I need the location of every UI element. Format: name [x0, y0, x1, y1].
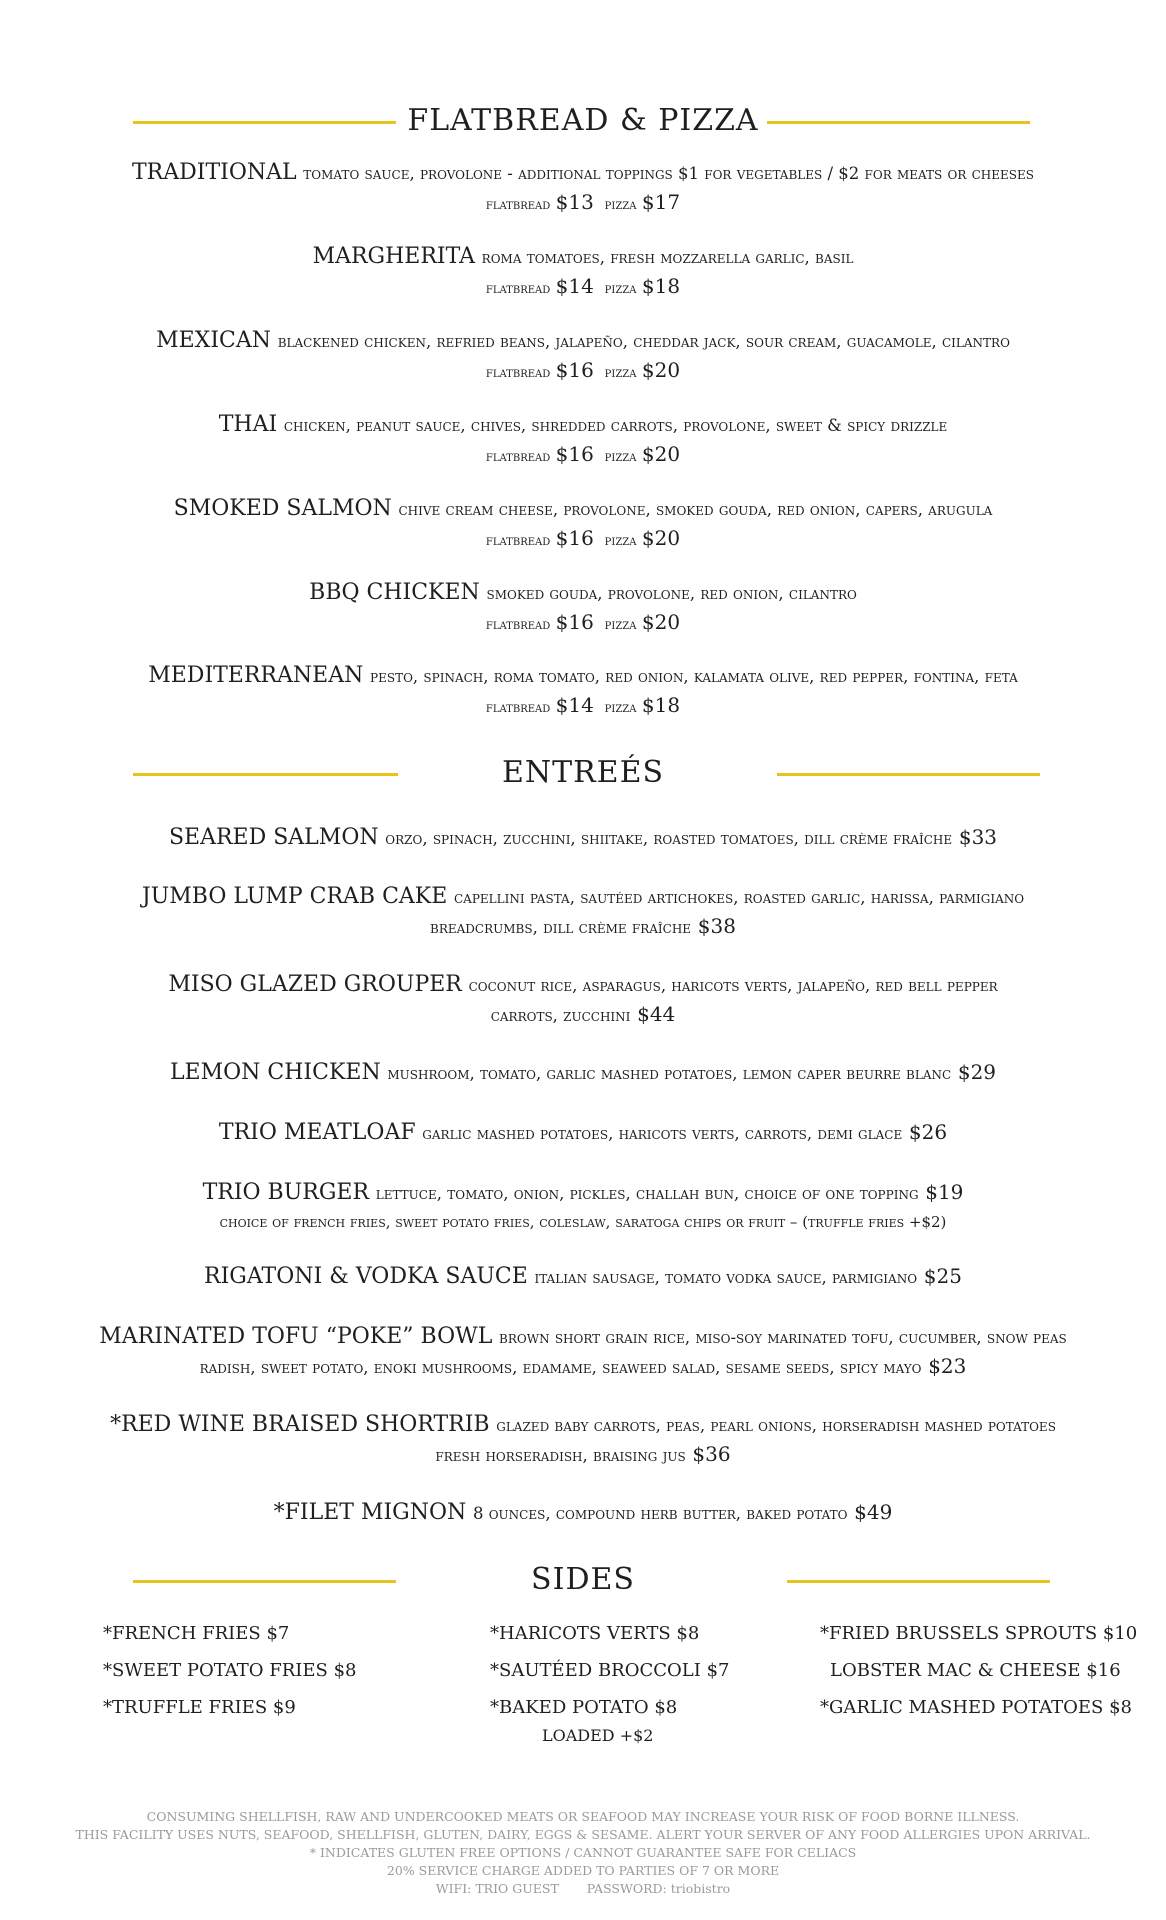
pizza-label: pizza	[604, 449, 637, 465]
pizza-label: pizza	[604, 617, 637, 633]
side-item: *TRUFFLE FRIES $9	[103, 1697, 296, 1718]
item-name: THAI	[218, 412, 278, 437]
wifi-network: WIFI: TRIO GUEST	[435, 1881, 559, 1896]
item-description: 8 ounces, compound herb butter, baked potato	[472, 1504, 848, 1523]
side-item: *FRIED BRUSSELS SPROUTS $10	[820, 1623, 1138, 1644]
footer-line: * INDICATES GLUTEN FREE OPTIONS / CANNOT GUARANTEE SAFE FOR CELIACS	[309, 1845, 857, 1860]
menu-item-flatbread	[40, 410, 1126, 471]
wifi-password	[587, 1881, 730, 1896]
section-title: FLATBREAD & PIZZA	[407, 103, 759, 138]
flatbread-price: $14	[555, 693, 594, 717]
item-line	[40, 823, 1126, 853]
item-price: $49	[854, 1500, 893, 1524]
item-price: $36	[692, 1442, 731, 1466]
item-name: TRIO MEATLOAF	[218, 1120, 416, 1145]
item-line	[40, 1058, 1126, 1088]
pizza-price: $18	[641, 693, 681, 717]
side-item: *BAKED POTATO $8	[490, 1697, 678, 1718]
item-price: $25	[923, 1264, 962, 1288]
item-prices	[40, 356, 1126, 387]
side-note: LOADED +$2	[542, 1726, 654, 1745]
item-description: tomato sauce, provolone - additional toppings $1 for vegetables / $2 for meats or cheeses	[303, 164, 1034, 183]
item-description: orzo, spinach, zucchini, shiitake, roasted tomatoes, dill crème fraîche	[385, 829, 953, 848]
wifi-password-label: PASSWORD:	[586, 1881, 667, 1896]
item-name: RIGATONI & VODKA SAUCE	[204, 1264, 528, 1289]
pizza-price: $20	[641, 442, 681, 466]
item-line	[40, 494, 1126, 524]
side-item: LOBSTER MAC & CHEESE $16	[830, 1660, 1121, 1681]
item-description: brown short grain rice, miso-soy marinated tofu, cucumber, snow peas	[499, 1328, 1067, 1347]
item-description: blackened chicken, refried beans, jalapeño, cheddar jack, sour cream, guacamole, cilantro	[277, 332, 1010, 351]
item-description-cont: breadcrumbs, dill crème fraîche	[430, 918, 692, 937]
menu-item-entree	[40, 970, 1126, 1030]
item-line	[40, 578, 1126, 608]
item-description-cont: fresh horseradish, braising jus	[435, 1446, 686, 1465]
item-line	[40, 158, 1126, 188]
pizza-label: pizza	[604, 197, 637, 213]
side-item: *GARLIC MASHED POTATOES $8	[820, 1697, 1133, 1718]
flatbread-price: $16	[555, 610, 594, 634]
item-line	[40, 912, 1126, 942]
menu-item-entree	[40, 1322, 1126, 1382]
menu-item-flatbread	[40, 494, 1126, 555]
item-name: MISO GLAZED GROUPER	[168, 972, 462, 997]
item-line	[40, 882, 1126, 912]
item-description: garlic mashed potatoes, haricots verts, carrots, demi glace	[422, 1124, 903, 1143]
pizza-price: $20	[641, 610, 681, 634]
pizza-price: $20	[641, 358, 681, 382]
menu-item-flatbread	[40, 158, 1126, 219]
footer-line: THIS FACILITY USES NUTS, SEAFOOD, SHELLFISH, GLUTEN, DAIRY, EGGS & SESAME. ALERT YOUR SERVER OF ANY FOOD ALLERGIES UPON ARRIVAL.	[75, 1827, 1091, 1842]
item-line	[40, 410, 1126, 440]
divider-right	[787, 1580, 1050, 1583]
menu-item-flatbread	[40, 326, 1126, 387]
item-line	[40, 1178, 1126, 1208]
item-description: capellini pasta, sautéed artichokes, roasted garlic, harissa, parmigiano	[453, 888, 1025, 907]
pizza-label: pizza	[604, 365, 637, 381]
flatbread-label: flatbread	[485, 449, 551, 465]
item-name: BBQ CHICKEN	[309, 580, 480, 605]
item-price: $33	[958, 825, 998, 849]
section-header-entrees	[0, 755, 1166, 795]
menu-item-entree	[40, 1498, 1126, 1528]
item-name: *FILET MIGNON	[273, 1500, 467, 1525]
item-line	[40, 1498, 1126, 1528]
item-description: chicken, peanut sauce, chives, shredded carrots, provolone, sweet & spicy drizzle	[283, 416, 948, 435]
item-price: $23	[928, 1354, 967, 1378]
item-prices	[40, 691, 1126, 722]
menu-item-flatbread	[40, 661, 1126, 722]
item-description-cont: radish, sweet potato, enoki mushrooms, edamame, seaweed salad, sesame seeds, spicy mayo	[199, 1358, 922, 1377]
flatbread-label: flatbread	[485, 281, 551, 297]
wifi-password-value: triobistro	[670, 1881, 731, 1896]
item-name: SMOKED SALMON	[173, 496, 392, 521]
item-name: *RED WINE BRAISED SHORTRIB	[110, 1412, 490, 1437]
item-description: glazed baby carrots, peas, pearl onions, horseradish mashed potatoes	[496, 1416, 1056, 1435]
menu-item-entree	[40, 1058, 1126, 1088]
item-name: MEXICAN	[156, 328, 271, 353]
item-prices	[40, 440, 1126, 471]
item-line	[40, 1440, 1126, 1470]
item-name: MEDITERRANEAN	[148, 663, 364, 688]
divider-right	[777, 773, 1040, 776]
item-line	[40, 661, 1126, 691]
menu-item-flatbread	[40, 578, 1126, 639]
section-header-flatbread	[0, 103, 1166, 143]
footer-disclaimer	[0, 1808, 1166, 1898]
pizza-price: $18	[641, 274, 681, 298]
item-line	[40, 242, 1126, 272]
footer-line: 20% SERVICE CHARGE ADDED TO PARTIES OF 7 OR MORE	[386, 1863, 780, 1878]
item-price: $38	[697, 914, 736, 938]
item-name: JUMBO LUMP CRAB CAKE	[141, 884, 448, 909]
item-description: chive cream cheese, provolone, smoked gouda, red onion, capers, arugula	[398, 500, 993, 519]
item-prices	[40, 272, 1126, 303]
item-description: smoked gouda, provolone, red onion, cilantro	[486, 584, 857, 603]
item-name: MARGHERITA	[312, 244, 475, 269]
item-line	[40, 1322, 1126, 1352]
item-note-text: choice of french fries, sweet potato fries, coleslaw, saratoga chips or fruit – (truffle fries +$2)	[219, 1213, 947, 1231]
side-item: *SWEET POTATO FRIES $8	[103, 1660, 357, 1681]
pizza-label: pizza	[604, 281, 637, 297]
section-title: ENTREÉS	[501, 755, 665, 790]
item-name: SEARED SALMON	[168, 825, 379, 850]
flatbread-price: $14	[555, 274, 594, 298]
flatbread-price: $13	[555, 190, 594, 214]
sides-column-2	[490, 1615, 729, 1746]
divider-right	[767, 121, 1030, 124]
item-prices	[40, 188, 1126, 219]
menu-item-entree	[40, 1118, 1126, 1148]
side-item: *FRENCH FRIES $7	[103, 1623, 290, 1644]
wifi-info	[0, 1880, 1166, 1898]
menu-item-entree	[40, 1178, 1126, 1236]
item-name: TRADITIONAL	[132, 160, 297, 185]
item-line	[40, 326, 1126, 356]
flatbread-label: flatbread	[485, 365, 551, 381]
item-description: lettuce, tomato, onion, pickles, challah bun, choice of one topping	[375, 1184, 919, 1203]
menu-item-entree	[40, 882, 1126, 942]
item-name: TRIO BURGER	[202, 1180, 370, 1205]
flatbread-price: $16	[555, 442, 594, 466]
item-description-cont: carrots, zucchini	[490, 1006, 631, 1025]
item-name: LEMON CHICKEN	[169, 1060, 381, 1085]
item-line	[40, 1352, 1126, 1382]
item-line	[40, 1000, 1126, 1030]
item-price: $19	[925, 1180, 964, 1204]
side-item: *SAUTÉED BROCCOLI $7	[490, 1660, 730, 1681]
item-price: $29	[957, 1060, 997, 1084]
item-price: $26	[908, 1120, 948, 1144]
item-prices	[40, 524, 1126, 555]
flatbread-label: flatbread	[485, 197, 551, 213]
item-note	[40, 1208, 1126, 1236]
side-item: *HARICOTS VERTS $8	[490, 1623, 700, 1644]
item-line	[40, 1262, 1126, 1292]
menu-item-entree	[40, 1262, 1126, 1292]
item-line	[40, 1410, 1126, 1440]
pizza-price: $20	[641, 526, 681, 550]
footer-line: CONSUMING SHELLFISH, RAW AND UNDERCOOKED MEATS OR SEAFOOD MAY INCREASE YOUR RISK OF FOOD BORNE ILLNESS.	[146, 1809, 1020, 1824]
flatbread-label: flatbread	[485, 617, 551, 633]
item-line	[40, 970, 1126, 1000]
flatbread-label: flatbread	[485, 533, 551, 549]
flatbread-price: $16	[555, 526, 594, 550]
pizza-label: pizza	[604, 533, 637, 549]
item-description: pesto, spinach, roma tomato, red onion, kalamata olive, red pepper, fontina, feta	[370, 667, 1018, 686]
item-price: $44	[637, 1002, 676, 1026]
item-description: italian sausage, tomato vodka sauce, parmigiano	[534, 1268, 918, 1287]
item-description: roma tomatoes, fresh mozzarella garlic, basil	[481, 248, 854, 267]
section-title: SIDES	[531, 1562, 635, 1597]
sides-column-3	[820, 1615, 1137, 1726]
sides-column-1	[103, 1615, 356, 1726]
flatbread-price: $16	[555, 358, 594, 382]
item-description: mushroom, tomato, garlic mashed potatoes, lemon caper beurre blanc	[387, 1064, 952, 1083]
menu-item-flatbread	[40, 242, 1126, 303]
section-header-sides	[0, 1562, 1166, 1602]
menu-item-entree	[40, 1410, 1126, 1470]
flatbread-label: flatbread	[485, 700, 551, 716]
pizza-price: $17	[641, 190, 681, 214]
pizza-label: pizza	[604, 700, 637, 716]
item-prices	[40, 608, 1126, 639]
item-name: MARINATED TOFU “POKE” BOWL	[99, 1324, 493, 1349]
item-line	[40, 1118, 1126, 1148]
menu-item-entree	[40, 823, 1126, 853]
item-description: coconut rice, asparagus, haricots verts, jalapeño, red bell pepper	[468, 976, 998, 995]
